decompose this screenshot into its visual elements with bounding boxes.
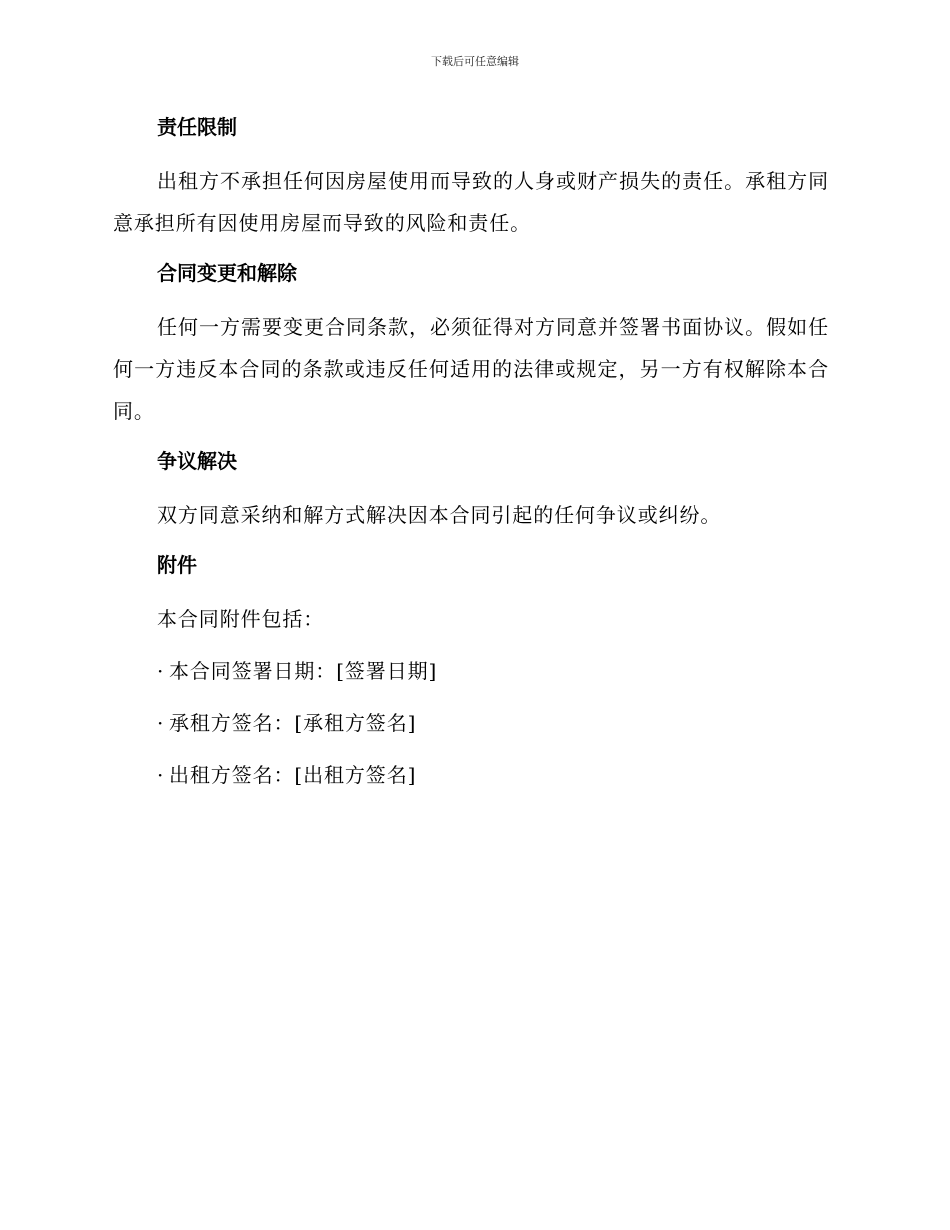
bullet-marker: · (157, 763, 165, 787)
section-heading-contract-change: 合同变更和解除 (157, 261, 297, 285)
list-item-lessee-signature (113, 702, 829, 744)
paragraph-contract-change: 任何一方需要变更合同条款，必须征得对方同意并签署书面协议。假如任何一方违反本合同的条款或违反任何适用的法律或规定，另一方有权解除本合同。 (113, 315, 829, 423)
list-item-text: 本合同签署日期：[签署日期] (169, 659, 438, 683)
paragraph-liability: 出租方不承担任何因房屋使用而导致的人身或财产损失的责任。承租方同意承担所有因使用房屋而导致的风险和责任。 (113, 169, 829, 235)
paragraph-dispute: 双方同意采纳和解方式解决因本合同引起的任何争议或纠纷。 (157, 503, 722, 527)
list-item-signing-date (113, 650, 829, 692)
section-heading-attachments: 附件 (157, 553, 197, 577)
document-body (113, 108, 829, 796)
section-heading-dispute: 争议解决 (157, 449, 237, 473)
bullet-marker: · (157, 711, 165, 735)
list-item-text: 承租方签名：[承租方签名] (169, 711, 417, 735)
section-heading-liability: 责任限制 (157, 115, 237, 139)
list-item-lessor-signature (113, 754, 829, 796)
paragraph-attachments-intro: 本合同附件包括： (157, 607, 325, 631)
page-header: 下载后可任意编辑 (431, 55, 519, 68)
list-item-text: 出租方签名：[出租方签名] (169, 763, 417, 787)
bullet-marker: · (157, 659, 165, 683)
